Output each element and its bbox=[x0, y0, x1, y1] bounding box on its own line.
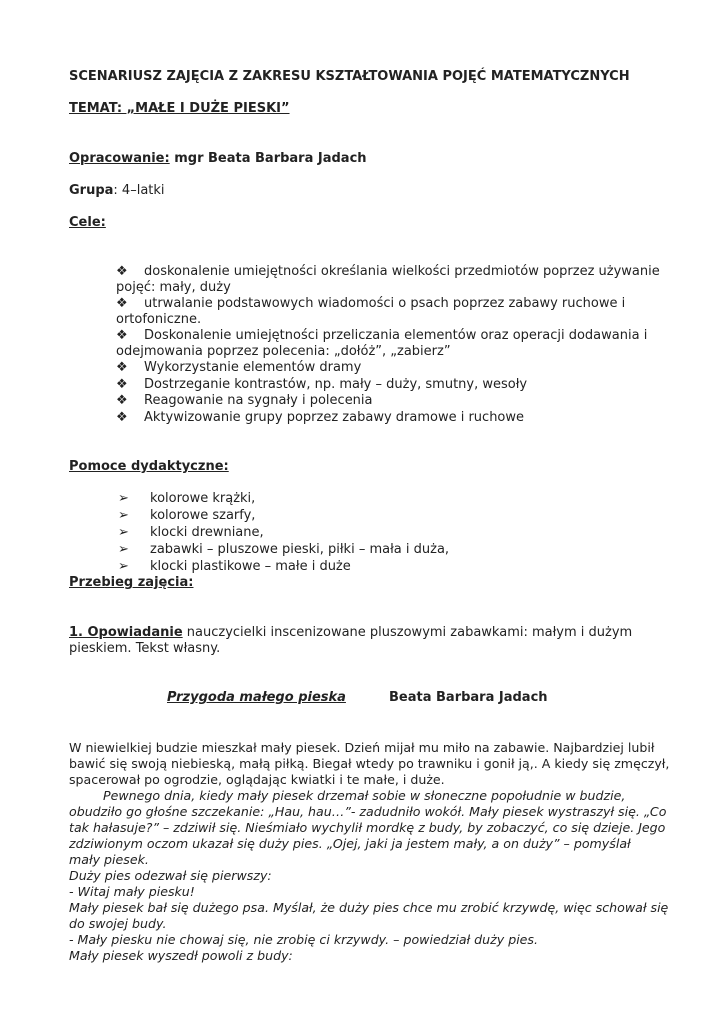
story-line: - Witaj mały piesku! bbox=[69, 884, 195, 899]
story-line: do swojej budy. bbox=[69, 916, 167, 931]
goal-item-continuation: pojęć: mały, duży bbox=[116, 280, 231, 295]
goal-item: ❖ Aktywizowanie grupy poprzez zabawy dramowe i ruchowe bbox=[116, 410, 525, 425]
story-line: obudziło go głośne szczekanie: „Hau, hau…”- zadudniło wokół. Mały piesek wystraszył się. „Co bbox=[69, 804, 667, 819]
arrowhead-bullet-icon: ➢ bbox=[118, 542, 129, 557]
diamond-bullet-icon: ❖ bbox=[116, 360, 128, 375]
story-title: Przygoda małego pieska bbox=[167, 690, 346, 705]
story-line: W niewielkiej budzie mieszkał mały piesek. Dzień mijał mu miło na zabawie. Najbardziej lubił bbox=[69, 740, 655, 755]
aid-item: ➢ klocki plastikowe – małe i duże bbox=[118, 559, 351, 574]
document-title: SCENARIUSZ ZAJĘCIA Z ZAKRESU KSZTAŁTOWANIA POJĘĆ MATEMATYCZNYCH bbox=[69, 69, 630, 84]
aid-item: ➢ zabawki – pluszowe pieski, piłki – mała i duża, bbox=[118, 542, 450, 557]
step-1-text: nauczycielki inscenizowane pluszowymi zabawkami: małym i dużym bbox=[182, 625, 633, 640]
topic-heading: TEMAT: „MAŁE I DUŻE PIESKI” bbox=[69, 101, 290, 116]
story-line: - Mały piesku nie chowaj się, nie zrobię ci krzywdy. – powiedział duży pies. bbox=[69, 932, 538, 947]
story-line: spacerował po ogrodzie, oglądając kwiatki i te małe, i duże. bbox=[69, 772, 445, 787]
author-label: Opracowanie: bbox=[69, 151, 170, 166]
arrowhead-bullet-icon: ➢ bbox=[118, 508, 129, 523]
group-label: Grupa bbox=[69, 183, 114, 198]
course-heading: Przebieg zajęcia: bbox=[69, 575, 194, 590]
diamond-bullet-icon: ❖ bbox=[116, 377, 128, 392]
aid-item: ➢ kolorowe szarfy, bbox=[118, 508, 256, 523]
aid-item: ➢ klocki drewniane, bbox=[118, 525, 264, 540]
story-line: Duży pies odezwał się pierwszy: bbox=[69, 868, 272, 883]
diamond-bullet-icon: ❖ bbox=[116, 328, 128, 343]
diamond-bullet-icon: ❖ bbox=[116, 296, 128, 311]
aid-item: ➢ kolorowe krążki, bbox=[118, 491, 256, 506]
goals-heading: Cele: bbox=[69, 215, 106, 230]
arrowhead-bullet-icon: ➢ bbox=[118, 491, 129, 506]
author-line bbox=[69, 151, 367, 166]
story-line: bawić się swoją niebieską, małą piłką. Biegał wtedy po trawniku i gonił ją,. A kiedy się zmęczył, bbox=[69, 756, 670, 771]
story-line: tak hałasuje?” – zdziwił się. Nieśmiało wychylił mordkę z budy, by zobaczyć, co się dzieje. Jego bbox=[69, 820, 666, 835]
aids-heading: Pomoce dydaktyczne: bbox=[69, 459, 229, 474]
goal-item: ❖ Dostrzeganie kontrastów, np. mały – duży, smutny, wesoły bbox=[116, 377, 528, 392]
step-1-text-continuation: pieskiem. Tekst własny. bbox=[69, 641, 221, 656]
group-value: : 4–latki bbox=[113, 183, 165, 198]
diamond-bullet-icon: ❖ bbox=[116, 410, 128, 425]
diamond-bullet-icon: ❖ bbox=[116, 393, 128, 408]
goal-item: ❖ utrwalanie podstawowych wiadomości o psach poprzez zabawy ruchowe i bbox=[116, 296, 626, 311]
arrowhead-bullet-icon: ➢ bbox=[118, 559, 129, 574]
group-line bbox=[69, 183, 165, 198]
story-line: mały piesek. bbox=[69, 852, 149, 867]
goal-item-continuation: odejmowania poprzez polecenia: „dołóż”, „zabierz” bbox=[116, 344, 451, 359]
story-author: Beata Barbara Jadach bbox=[389, 690, 548, 705]
diamond-bullet-icon: ❖ bbox=[116, 264, 128, 279]
step-1-line bbox=[69, 625, 632, 640]
story-line: Mały piesek wyszedł powoli z budy: bbox=[69, 948, 293, 963]
step-1-label: 1. Opowiadanie bbox=[69, 625, 183, 640]
goal-item-continuation: ortofoniczne. bbox=[116, 312, 202, 327]
goal-item: ❖ doskonalenie umiejętności określania wielkości przedmiotów poprzez używanie bbox=[116, 264, 660, 279]
story-line: zdziwionym oczom ukazał się duży pies. „Ojej, jaki ja jestem mały, a on duży” – pomyślał bbox=[69, 836, 631, 851]
goal-item: ❖ Doskonalenie umiejętności przeliczania elementów oraz operacji dodawania i bbox=[116, 328, 648, 343]
story-line: Pewnego dnia, kiedy mały piesek drzemał sobie w słoneczne popołudnie w budzie, bbox=[103, 788, 626, 803]
author-value: mgr Beata Barbara Jadach bbox=[169, 151, 367, 166]
story-line: Mały piesek bał się dużego psa. Myślał, że duży pies chce mu zrobić krzywdę, więc schował się bbox=[69, 900, 669, 915]
arrowhead-bullet-icon: ➢ bbox=[118, 525, 129, 540]
goal-item: ❖ Reagowanie na sygnały i polecenia bbox=[116, 393, 373, 408]
goal-item: ❖ Wykorzystanie elementów dramy bbox=[116, 360, 362, 375]
